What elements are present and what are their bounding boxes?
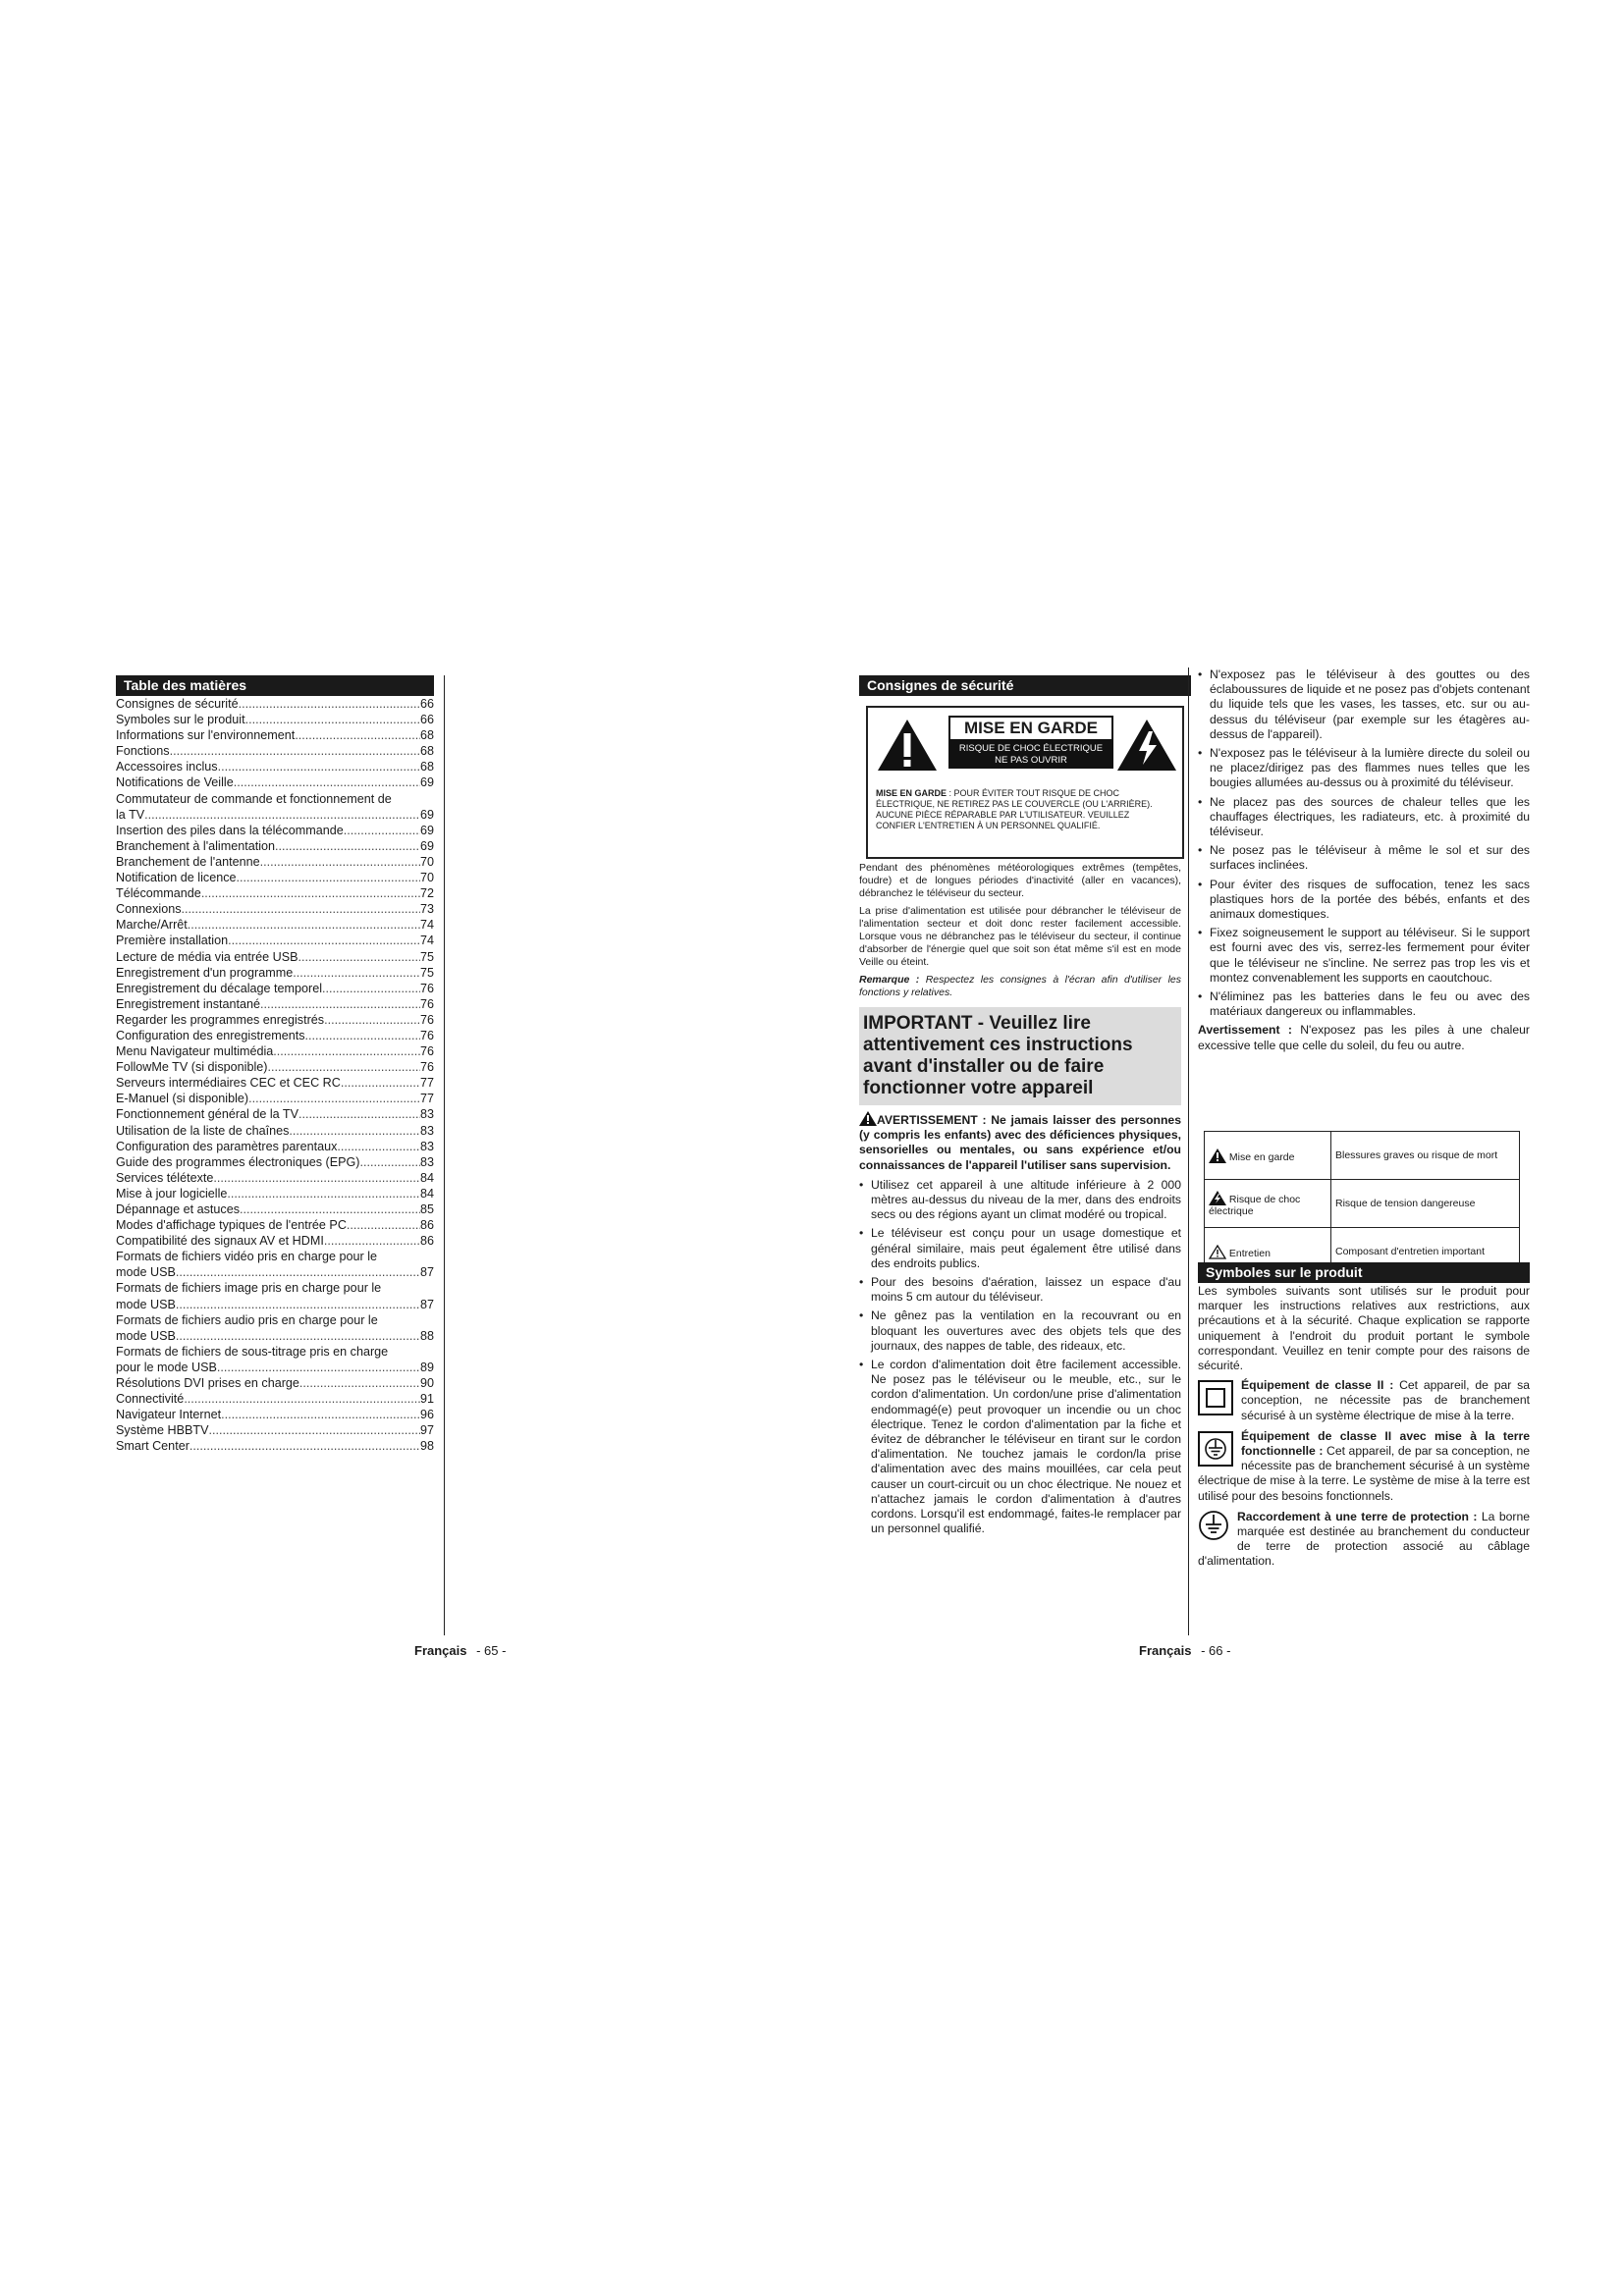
- safety-bullet: • Utilisez cet appareil à une altitude inférieure à 2 000 mètres au-dessus du niveau de la mer, dans des endroits secs ou des régions ayant un climat modéré ou tropical.: [859, 1178, 1181, 1223]
- toc-entry[interactable]: [116, 1059, 434, 1075]
- exclamation-triangle-icon: [876, 718, 939, 773]
- toc-page-number: 76: [419, 1044, 434, 1059]
- toc-entry-title: Connectivité: [116, 1392, 185, 1407]
- toc-leader-dots: [227, 1186, 420, 1201]
- safety-bullet: • Pour des besoins d'aération, laissez un espace d'au moins 5 cm autour du téléviseur.: [859, 1275, 1181, 1305]
- toc-page-number: 72: [419, 886, 434, 901]
- warning-box-subtitle: RISQUE DE CHOC ÉLECTRIQUE NE PAS OUVRIR: [948, 741, 1113, 769]
- toc-title: Table des matières: [116, 675, 434, 696]
- toc-entry-title: Regarder les programmes enregistrés: [116, 1012, 325, 1027]
- toc-leader-dots: [182, 901, 420, 917]
- toc-entry[interactable]: [116, 965, 434, 981]
- toc-leader-dots: [221, 1407, 420, 1422]
- toc-entry[interactable]: [116, 1297, 434, 1312]
- toc-page-number: 77: [419, 1092, 434, 1106]
- safety-bullets-col2: [1198, 667, 1530, 1019]
- safety-bullets-col1: [859, 1178, 1181, 1537]
- safety-bullet: • Le cordon d'alimentation doit être facilement accessible. Ne posez pas le téléviseur ou le meuble, etc., sur le cordon d'alimentation. Un cordon/une prise d'alimentation endommagé(e) peut provoquer un incendie ou un choc électrique. Tenez le cordon d'alimentation par la fiche et évitez de débrancher le téléviseur en tirant sur le cordon d'alimentation. Ne touchez jamais le cordon/la prise d'alimentation avec des mains mouillées, car cela peut causer un court-circuit ou un choc électrique. Ne nouez et n'attachez jamais le cordon d'alimentation à d'autres cordons. Lorsqu'il est endommagé, faites-le remplacer par un personnel qualifié.: [859, 1358, 1181, 1536]
- toc-page-number: 73: [419, 902, 434, 917]
- toc-entry[interactable]: [116, 759, 434, 774]
- toc-page-number: 89: [419, 1360, 434, 1374]
- maintenance-triangle-icon: [1209, 1245, 1226, 1259]
- toc-page-number: 85: [419, 1202, 434, 1216]
- remark: Remarque : Respectez les consignes à l'écran afin d'utiliser les fonctions y relatives.: [859, 974, 1182, 998]
- warning-box-note: MISE EN GARDE : POUR ÉVITER TOUT RISQUE DE CHOC ÉLECTRIQUE, NE RETIREZ PAS LE COUVERCLE (OU L'ARRIÈRE). AUCUNE PIÈCE RÉPARABLE PAR L'UTILISATEUR. VEUILLEZ CONFIER L'ENTRETIEN À UN PERSONNEL QUALIFIÉ.: [876, 788, 1153, 830]
- toc-entry[interactable]: [116, 1106, 434, 1122]
- toc-page-number: 98: [419, 1439, 434, 1454]
- safety-bullet: • Ne gênez pas la ventilation en la recouvrant ou en bloquant les ouvertures avec des objets tels que des journaux, des nappes de table, des rideaux, etc.: [859, 1308, 1181, 1354]
- important-banner: IMPORTANT - Veuillez lire attentivement ces instructions avant d'installer ou de faire fonctionner votre appareil: [859, 1007, 1181, 1105]
- toc-page-number: 86: [419, 1218, 434, 1233]
- toc-entry[interactable]: [116, 1170, 434, 1186]
- toc-page-number: 70: [419, 854, 434, 869]
- toc-entry-title: Dépannage et astuces: [116, 1202, 241, 1216]
- toc-page-number: 83: [419, 1154, 434, 1169]
- warning-box: [866, 706, 1184, 859]
- safety-bullet: • N'exposez pas le téléviseur à des gouttes ou des éclaboussures de liquide et ne posez pas d'objets contenant du liquide tels que les vases, les tasses, etc. sur ou au-dessus du téléviseur (par exemple sur les étagères au-dessus de l'appareil).: [1198, 667, 1530, 742]
- class2-functional-earth-entry: Équipement de classe II avec mise à la terre fonctionnelle : Cet appareil, de par sa conception, ne nécessite pas de branchement sécurisé à un système électrique de mise à la terre. Le système de mise à la terre est utilisé pour des besoins fonctionnels.: [1198, 1428, 1531, 1503]
- toc-entry[interactable]: [116, 807, 434, 823]
- class-ii-functional-earth-icon: [1198, 1431, 1233, 1467]
- toc-entry-title: Branchement de l'antenne: [116, 854, 260, 869]
- toc-entry-line: Formats de fichiers image pris en charge pour le: [116, 1281, 382, 1296]
- toc-leader-dots: [170, 743, 420, 759]
- toc-leader-dots: [218, 759, 420, 774]
- toc-entry-title: Accessoires inclus: [116, 760, 218, 774]
- safety-column-2: [1198, 667, 1530, 1058]
- toc-leader-dots: [144, 807, 420, 823]
- toc-entry[interactable]: [116, 1028, 434, 1043]
- symbols-section: [1198, 1284, 1530, 1570]
- toc-leader-dots: [260, 996, 420, 1012]
- toc-leader-dots: [299, 1375, 420, 1391]
- toc-entry-title: Menu Navigateur multimédia: [116, 1044, 274, 1059]
- warning-triangle-icon: [859, 1111, 877, 1126]
- footer-language: Français: [1139, 1643, 1192, 1658]
- toc-page-number: 76: [419, 981, 434, 995]
- toc-entry[interactable]: [116, 1375, 434, 1391]
- toc-page-number: 69: [419, 823, 434, 837]
- toc-page-number: 69: [419, 807, 434, 822]
- toc-page-number: 96: [419, 1408, 434, 1422]
- toc-entry[interactable]: [116, 1091, 434, 1106]
- toc-entry-title: pour le mode USB: [116, 1360, 217, 1374]
- toc-page-number: 87: [419, 1297, 434, 1311]
- toc-entry-title: Services télétexte: [116, 1170, 214, 1185]
- toc-entry-title: Enregistrement instantané: [116, 996, 261, 1011]
- toc-leader-dots: [360, 1154, 420, 1170]
- protective-earth-icon: [1198, 1510, 1229, 1541]
- toc-page-number: 74: [419, 918, 434, 933]
- toc-entry[interactable]: [116, 1391, 434, 1407]
- toc-page-number: 83: [419, 1107, 434, 1122]
- toc-leader-dots: [260, 854, 420, 870]
- left-divider: [444, 675, 445, 1635]
- toc-entry[interactable]: [116, 1407, 434, 1422]
- safety-bullet: • Pour éviter des risques de suffocation, tenez les sacs plastiques hors de la portée des bébés, enfants et des animaux domestiques.: [1198, 878, 1530, 923]
- toc-entry-title: Utilisation de la liste de chaînes: [116, 1123, 290, 1138]
- toc-entry-title: Insertion des piles dans la télécommande: [116, 823, 344, 837]
- toc-leader-dots: [289, 1123, 420, 1139]
- toc-entry[interactable]: [116, 1422, 434, 1438]
- toc-leader-dots: [228, 933, 420, 948]
- toc-page-number: 74: [419, 934, 434, 948]
- toc-entry-line: Commutateur de commande et fonctionnement de: [116, 791, 392, 806]
- toc-leader-dots: [239, 696, 420, 712]
- toc-entry[interactable]: [116, 901, 434, 917]
- toc-page-number: 84: [419, 1186, 434, 1201]
- para-weather: Pendant des phénomènes météorologiques extrêmes (tempêtes, foudre) et de longues périodes d'inactivité (aller en vacances), débranchez le téléviseur du secteur.: [859, 862, 1181, 899]
- toc-page-number: 75: [419, 949, 434, 964]
- toc-entry[interactable]: [116, 949, 434, 965]
- toc-entry[interactable]: [116, 1139, 434, 1154]
- toc-entry-title: Configuration des enregistrements: [116, 1028, 305, 1042]
- toc-leader-dots: [237, 870, 420, 885]
- toc-entry-title: Enregistrement du décalage temporel: [116, 981, 323, 995]
- safety-bullet: • N'exposez pas le téléviseur à la lumière directe du soleil ou ne placez/dirigez pas des flammes nues telles que les bougies allumées au-dessus ou à proximité du téléviseur.: [1198, 746, 1530, 791]
- toc-leader-dots: [324, 1233, 420, 1249]
- toc-leader-dots: [305, 1028, 420, 1043]
- toc-page-number: 83: [419, 1139, 434, 1153]
- toc-page-number: 84: [419, 1170, 434, 1185]
- toc-page-number: 68: [419, 728, 434, 743]
- toc-entry-title: Mise à jour logicielle: [116, 1186, 228, 1201]
- toc-leader-dots: [347, 1217, 420, 1233]
- warning-box-title: MISE EN GARDE: [948, 716, 1113, 741]
- toc-leader-dots: [341, 1075, 420, 1091]
- class-ii-icon: [1198, 1380, 1233, 1415]
- table-row: Entretien Composant d'entretien important: [1205, 1228, 1520, 1276]
- para-power-plug: La prise d'alimentation est utilisée pour débrancher le téléviseur de l'alimentation secteur et doit donc rester facilement accessible. Lorsque vous ne débranchez pas le téléviseur du secteur, il continue d'absorber de l'énergie quel que soit son état même s'il est en mode Veille ou éteint.: [859, 905, 1181, 968]
- toc-entry-title: mode USB: [116, 1297, 176, 1311]
- toc-entry-title: Notification de licence: [116, 871, 237, 885]
- toc-entry-title: Lecture de média via entrée USB: [116, 949, 298, 964]
- toc-leader-dots: [273, 1043, 420, 1059]
- toc-leader-dots: [213, 1170, 420, 1186]
- toc-page-number: 76: [419, 996, 434, 1011]
- toc-leader-dots: [267, 1059, 420, 1075]
- toc-entry[interactable]: [116, 870, 434, 885]
- toc-page-number: 76: [419, 1060, 434, 1075]
- toc-page-number: 97: [419, 1423, 434, 1438]
- toc-entry[interactable]: [116, 1438, 434, 1454]
- safety-title: Consignes de sécurité: [859, 675, 1191, 696]
- toc-page-number: 83: [419, 1123, 434, 1138]
- toc-entry[interactable]: [116, 885, 434, 901]
- safety-bullet: • Ne posez pas le téléviseur à même le sol et sur des surfaces inclinées.: [1198, 843, 1530, 873]
- toc-entry[interactable]: [116, 1186, 434, 1201]
- toc-leader-dots: [324, 1012, 420, 1028]
- toc-leader-dots: [208, 1422, 420, 1438]
- protective-earth-entry: Raccordement à une terre de protection : La borne marquée est destinée au branchement du conducteur de terre de protection associé au câblage d'alimentation.: [1198, 1509, 1530, 1569]
- toc-page-number: 75: [419, 965, 434, 980]
- shock-triangle-icon: [1209, 1191, 1226, 1205]
- toc-leader-dots: [322, 981, 420, 996]
- toc-leader-dots: [176, 1297, 420, 1312]
- toc-leader-dots: [298, 949, 420, 965]
- toc-entry[interactable]: [116, 996, 434, 1012]
- toc-entry[interactable]: [116, 1012, 434, 1028]
- toc-entry[interactable]: [116, 838, 434, 854]
- toc-entry-title: Consignes de sécurité: [116, 697, 239, 711]
- toc-entry-title: Navigateur Internet: [116, 1408, 222, 1422]
- toc-entry-line: Formats de fichiers vidéo pris en charge pour le: [116, 1250, 377, 1264]
- footer-page-number: - 65 -: [476, 1643, 507, 1658]
- toc-entry-title: Marche/Arrêt: [116, 918, 188, 933]
- toc-entry-title: Serveurs intermédiaires CEC et CEC RC: [116, 1076, 341, 1091]
- toc-leader-dots: [344, 823, 420, 838]
- footer-language: Français: [414, 1643, 467, 1658]
- safety-bullet: • Fixez soigneusement le support au téléviseur. Si le support est fourni avec des vis, serrez-les fermement pour éviter que le téléviseur ne s'incline. Ne serrez pas trop les vis et montez convenablement les supports en caoutchouc.: [1198, 926, 1530, 986]
- toc-leader-dots: [217, 1360, 420, 1375]
- safety-bullet: • N'éliminez pas les batteries dans le feu ou avec des matériaux dangereux ou inflammables.: [1198, 989, 1530, 1019]
- toc-entry-title: Enregistrement d'un programme: [116, 965, 294, 980]
- toc-entry-title: Notifications de Veille: [116, 775, 234, 790]
- toc-leader-dots: [184, 1391, 420, 1407]
- toc-entry[interactable]: [116, 743, 434, 759]
- toc-page-number: 66: [419, 697, 434, 711]
- toc-entry[interactable]: [116, 1201, 434, 1217]
- toc-page-number: 66: [419, 713, 434, 727]
- toc-leader-dots: [245, 712, 420, 727]
- caution-triangle-icon: [1209, 1148, 1226, 1163]
- toc-entry-line: Formats de fichiers audio pris en charge pour le: [116, 1312, 378, 1327]
- toc-entry[interactable]: [116, 1217, 434, 1233]
- toc-leader-dots: [298, 1106, 420, 1122]
- toc-entry[interactable]: [116, 933, 434, 948]
- toc-page-number: 69: [419, 838, 434, 853]
- toc-page-number: 68: [419, 760, 434, 774]
- toc-entry-title: la TV: [116, 807, 145, 822]
- toc-entry-title: E-Manuel (si disponible): [116, 1092, 249, 1106]
- table-row: Risque de choc électrique Risque de tension dangereuse: [1205, 1180, 1520, 1228]
- toc-entry[interactable]: [116, 981, 434, 996]
- toc-entry-title: mode USB: [116, 1265, 176, 1280]
- lightning-triangle-icon: [1115, 718, 1178, 773]
- toc-entry[interactable]: [116, 917, 434, 933]
- toc-page-number: 86: [419, 1234, 434, 1249]
- toc-entry[interactable]: [116, 1123, 434, 1139]
- symbols-intro: Les symboles suivants sont utilisés sur le produit pour marquer les instructions relatives aux restrictions, aux précautions et à la sécurité. Chaque explication se rapporte uniquement à l'endroit du produit portant le symbole correspondant. Veuillez en tenir compte pour des raisons de sécurité.: [1198, 1284, 1530, 1373]
- toc-entry[interactable]: [116, 1043, 434, 1059]
- toc-leader-dots: [188, 917, 420, 933]
- toc-entry-title: Résolutions DVI prises en charge: [116, 1376, 299, 1391]
- toc-leader-dots: [337, 1139, 420, 1154]
- right-footer: [1139, 1643, 1230, 1658]
- toc-entry-title: Première installation: [116, 934, 229, 948]
- toc-leader-dots: [234, 774, 420, 790]
- toc-entry[interactable]: [116, 823, 434, 838]
- toc-entry-title: Compatibilité des signaux AV et HDMI: [116, 1234, 324, 1249]
- toc-entry-title: Guide des programmes électroniques (EPG): [116, 1154, 360, 1169]
- toc-entry-title: Télécommande: [116, 886, 201, 901]
- toc-entry-title: Smart Center: [116, 1439, 189, 1454]
- toc-entry[interactable]: [116, 1154, 434, 1170]
- toc-entry-title: Fonctionnement général de la TV: [116, 1107, 298, 1122]
- toc-page-number: 69: [419, 775, 434, 790]
- toc-entry[interactable]: [116, 1264, 434, 1280]
- toc-entry-title: Modes d'affichage typiques de l'entrée PC: [116, 1218, 347, 1233]
- toc-entry-title: FollowMe TV (si disponible): [116, 1060, 268, 1075]
- toc-entry[interactable]: [116, 712, 434, 727]
- toc-leader-dots: [295, 727, 420, 743]
- toc-entry[interactable]: [116, 1360, 434, 1375]
- toc-entry-title: Configuration des paramètres parentaux: [116, 1139, 338, 1153]
- footer-page-number: - 66 -: [1201, 1643, 1231, 1658]
- symbols-title: Symboles sur le produit: [1198, 1262, 1530, 1283]
- toc-entry-title: Informations sur l'environnement: [116, 728, 296, 743]
- toc-page-number: 76: [419, 1012, 434, 1027]
- toc-entry-title: Branchement à l'alimentation: [116, 838, 276, 853]
- toc-page-number: 70: [419, 871, 434, 885]
- toc-leader-dots: [240, 1201, 420, 1217]
- toc-page-number: 90: [419, 1376, 434, 1391]
- table-of-contents: [116, 696, 434, 1455]
- toc-entry-title: Système HBBTV: [116, 1423, 209, 1438]
- toc-entry-title: Fonctions: [116, 744, 170, 759]
- toc-leader-dots: [201, 885, 420, 901]
- toc-entry[interactable]: [116, 1328, 434, 1344]
- toc-page-number: 77: [419, 1076, 434, 1091]
- toc-entry[interactable]: [116, 696, 434, 712]
- toc-entry[interactable]: [116, 1233, 434, 1249]
- toc-entry[interactable]: [116, 854, 434, 870]
- symbol-table: [1204, 1131, 1520, 1276]
- toc-leader-dots: [176, 1264, 420, 1280]
- right-divider: [1188, 667, 1189, 1635]
- left-footer: [414, 1643, 506, 1658]
- toc-page-number: 76: [419, 1028, 434, 1042]
- safety-bullet: • Le téléviseur est conçu pour un usage domestique et général similaire, mais peut également être utilisé dans des endroits publics.: [859, 1226, 1181, 1271]
- toc-entry[interactable]: [116, 727, 434, 743]
- toc-entry[interactable]: [116, 1075, 434, 1091]
- toc-entry-title: mode USB: [116, 1328, 176, 1343]
- toc-leader-dots: [293, 965, 420, 981]
- warning-paragraph: AVERTISSEMENT : Ne jamais laisser des personnes (y compris les enfants) avec des déficiences physiques, sensorielles ou mentales, ou sans expérience et/ou connaissances de l'appareil l'utiliser sans supervision.: [859, 1113, 1181, 1172]
- toc-entry-title: Connexions: [116, 902, 182, 917]
- battery-warning: Avertissement : N'exposez pas les piles à une chaleur excessive telle que celle du soleil, du feu ou autre.: [1198, 1023, 1530, 1052]
- toc-page-number: 91: [419, 1392, 434, 1407]
- toc-leader-dots: [275, 838, 420, 854]
- toc-entry-line: Formats de fichiers de sous-titrage pris en charge: [116, 1344, 389, 1359]
- safety-bullet: • Ne placez pas des sources de chaleur telles que les chauffages électriques, les radiateurs, etc. à proximité du téléviseur.: [1198, 795, 1530, 840]
- safety-column-1: [859, 862, 1181, 1540]
- toc-page-number: 88: [419, 1328, 434, 1343]
- toc-page-number: 68: [419, 744, 434, 759]
- toc-entry[interactable]: [116, 774, 434, 790]
- toc-leader-dots: [248, 1091, 420, 1106]
- toc-entry-title: Symboles sur le produit: [116, 713, 245, 727]
- toc-leader-dots: [189, 1438, 420, 1454]
- toc-leader-dots: [176, 1328, 420, 1344]
- toc-page-number: 87: [419, 1265, 434, 1280]
- class2-entry: Équipement de classe II : Cet appareil, de par sa conception, ne nécessite pas de branchement sécurisé à un système électrique de mise à la terre.: [1198, 1378, 1530, 1423]
- table-row: Mise en garde Blessures graves ou risque de mort: [1205, 1132, 1520, 1180]
